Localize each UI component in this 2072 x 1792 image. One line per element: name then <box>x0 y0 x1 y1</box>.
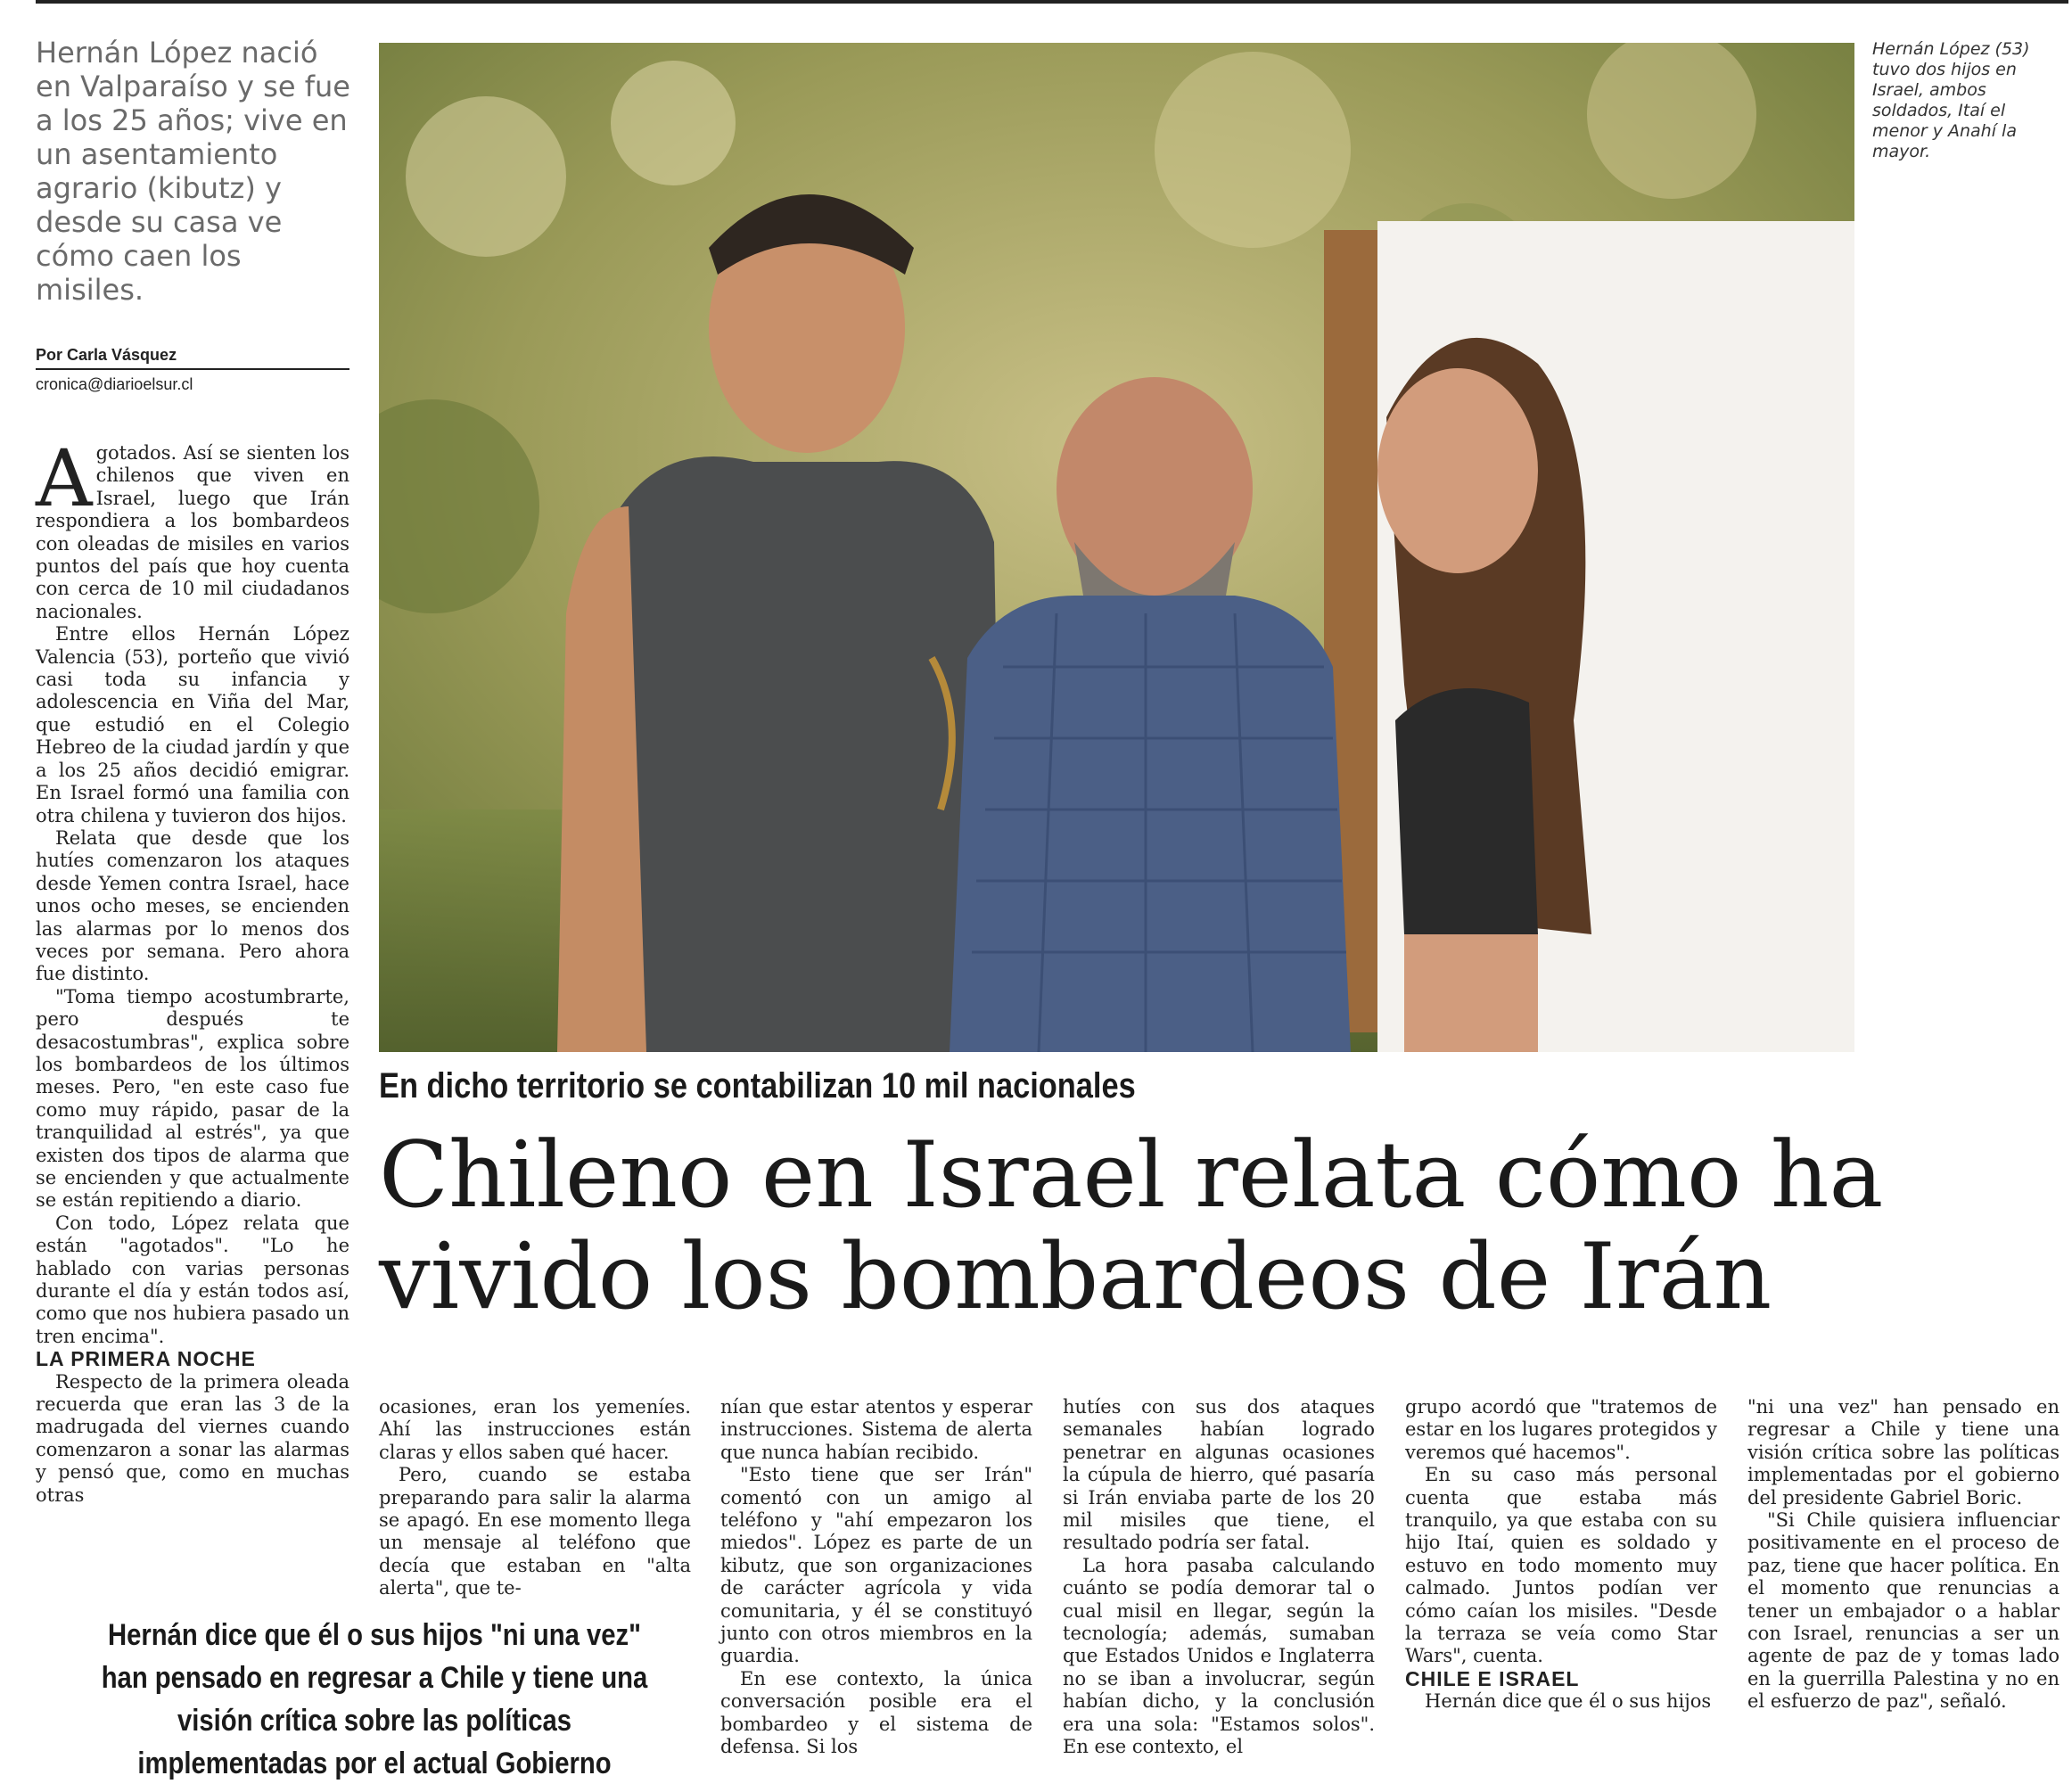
byline-email: cronica@diarioelsur.cl <box>36 375 193 393</box>
article-paragraph: En ese contexto, la única conversación posible era el bombardeo y el sistema de defensa. Si los <box>720 1667 1032 1758</box>
article-paragraph: La hora pasaba calculando cuánto se podía demorar tal o cual misil en llegar, según la tecnología; además, sumaban que Estados Unidos e Inglaterra no se iban a involucrar, según habían dicho, y la conclusión era una sola: "Estamos solos". En ese contexto, el <box>1063 1554 1375 1758</box>
article-column-3 <box>720 1396 1032 1759</box>
article-paragraph: nían que estar atentos y esperar instrucciones. Sistema de alerta que nunca habían recibido. <box>720 1396 1032 1463</box>
headline-kicker: En dicho territorio se contabilizan 10 mil nacionales <box>379 1066 1136 1106</box>
article-paragraph: "Si Chile quisiera influenciar positivamente en el proceso de paz, tiene que hacer política. En el momento que renuncias a tener un embajador o a hablar con Israel, renuncias a ser un agente de paz de y tomas lado en la guerrilla Palestina y no en el esfuerzo de paz", señaló. <box>1747 1509 2060 1713</box>
article-column-5 <box>1405 1396 1717 1714</box>
article-paragraph: Hernán dice que él o sus hijos <box>1425 1690 1712 1713</box>
article-paragraph: grupo acordó que "tratemos de estar en los lugares protegidos y veremos qué hacemos". <box>1405 1396 1717 1463</box>
section-subhead: LA PRIMERA NOCHE <box>36 1347 256 1371</box>
headline-line-1: Chileno en Israel relata cómo ha <box>379 1122 1884 1229</box>
lead-text: Hernán López nació en Valparaíso y se fue a los 25 años; vive en un asentamiento agrario (kibutz) y desde su casa ve cómo caen los misiles. <box>36 36 350 307</box>
article-column-6 <box>1747 1396 2060 1714</box>
article-paragraph: "Esto tiene que ser Irán" comentó con un amigo al teléfono y "ahí empezaron los miedos". López es parte de un kibutz, que son organizaciones de carácter agrícola y vida comunitaria, y él se constituyó junto con otros miembros en la guardia. <box>720 1464 1032 1667</box>
headline <box>379 1122 1884 1330</box>
article-paragraph: Respecto de la primera oleada recuerda que eran las 3 de la madrugada del viernes cuando comenzaron a sonar las alarmas y pensó que, como en muchas otras <box>36 1370 349 1506</box>
article-column-2 <box>379 1396 691 1600</box>
article-paragraph: "ni una vez" han pensado en regresar a Chile y tiene una visión crítica sobre las políticas implementadas por el gobierno del presidente Gabriel Boric. <box>1747 1396 2060 1508</box>
byline <box>36 346 349 394</box>
article-paragraph: ocasiones, eran los yemeníes. Ahí las instrucciones están claras y ellos saben qué hacer. <box>379 1396 691 1463</box>
article-paragraph: Con todo, López relata que están "agotados". "Lo he hablado con varias personas durante el día y están todos así, como que nos hubiera pasado un tren encima". <box>36 1212 349 1347</box>
drop-cap: A <box>36 432 93 524</box>
byline-author: Por Carla Vásquez <box>36 346 349 370</box>
article-paragraph: hutíes con sus dos ataques semanales habían logrado penetrar en algunas ocasiones la cúpula de hierro, qué pasaría si Irán enviaba parte de los 20 mil misiles que tiene, el resultado podría ser fatal. <box>1063 1396 1375 1554</box>
article-paragraph: Relata que desde que los hutíes comenzaron los ataques desde Yemen contra Israel, hace unos ocho meses, se encienden las alarmas por lo menos dos veces por semana. Pero ahora fue distinto. <box>36 826 349 985</box>
article-paragraph: Agotados. Así se sienten los chilenos que viven en Israel, luego que Irán respondiera a los bombardeos con oleadas de misiles en varios puntos del país que hoy cuenta con cerca de 10 mil ciudadanos nacionales. <box>36 432 349 622</box>
article-paragraph: Entre ellos Hernán López Valencia (53), porteño que vivió casi toda su infancia y adolescencia en Viña del Mar, que estudió en el Colegio Hebreo de la ciudad jardín y que a los 25 años decidió emigrar. En Israel formó una familia con otra chilena y tuvieron dos hijos. <box>36 623 349 826</box>
section-subhead: CHILE E ISRAEL <box>1405 1666 1580 1690</box>
pull-quote: Hernán dice que él o sus hijos "ni una vez" han pensado en regresar a Chile y tiene una visión crítica sobre las políticas implementadas por el actual Gobierno <box>101 1618 648 1780</box>
article-photo <box>379 43 1854 1052</box>
article-column-4 <box>1063 1396 1375 1759</box>
article-paragraph: "Toma tiempo acostumbrarte, pero después te desacostumbras", explica sobre los bombardeos de los últimos meses. Pero, "en este caso fue como muy rápido, pasar de la tranquilidad al estrés", ya que existen dos tipos de alarma que se encienden y que actualmente se están repitiendo a diario. <box>36 985 349 1212</box>
lead-summary <box>36 36 357 307</box>
article-paragraph: En su caso más personal cuenta que estaba más tranquilo, ya que estaba con su hijo Itaí, quien es soldado y estuvo en todo momento muy calmado. Juntos podían ver cómo caían los misiles. "Desde la terraza se veía como Star Wars", cuenta. <box>1405 1464 1717 1667</box>
top-rule <box>36 0 2068 4</box>
photo-caption: Hernán López (53) tuvo dos hijos en Israel, ambos soldados, Itaí el menor y Anahí la mayor. <box>1872 39 2030 161</box>
headline-line-2: vivido los bombardeos de Irán <box>379 1224 1772 1330</box>
photo-illustration <box>379 43 1854 1052</box>
article-paragraph: Pero, cuando se estaba preparando para salir la alarma se apagó. En ese momento llega un mensaje al teléfono que decía que estaban en "alta alerta", que te- <box>379 1464 691 1599</box>
article-column-1 <box>36 432 349 1507</box>
